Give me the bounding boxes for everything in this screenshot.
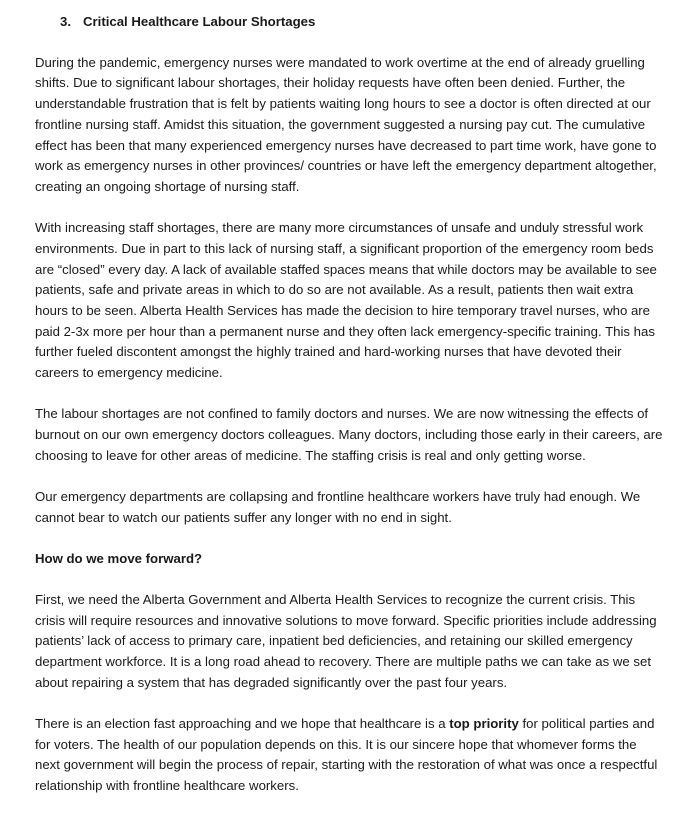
- paragraph-recognize-crisis: First, we need the Alberta Government and Alberta Health Services to recognize the current crisis. This crisis will require resources and innovative solutions to move forward. Specific priorities include addressing patients’ lack of access to primary care, inpatient bed deficiencies, and retaining our skilled emergency department workforce. It is a long road ahead to recovery. There are multiple paths we can take as we set about repairing a system that has degraded significantly over the past four years.: [35, 591, 657, 690]
- paragraph-staff-shortages: With increasing staff shortages, there are many more circumstances of unsafe and unduly stressful work environments. Due in part to this lack of nursing staff, a significant proportion of the emergency room beds are “closed” every day. A lack of available staffed spaces means that while doctors may be available to see patients, safe and private areas in which to do so are not available. As a result, patients then wait extra hours to be seen. Alberta Health Services has made the decision to hire temporary travel nurses, who are paid 2-3x more per hour than a permanent nurse and they often lack emergency-specific training. This has further fueled discontent amongst the highly trained and hard-working nurses that have devoted their careers to emergency medicine.: [35, 220, 657, 381]
- section-number: 3.: [60, 14, 71, 29]
- paragraph-nurses-overtime: During the pandemic, emergency nurses were mandated to work overtime at the end of already gruelling shifts. Due to significant labour shortages, their holiday requests have often been denied. Further, the understandable frustration that is felt by patients waiting long hours to see a doctor is often directed at our frontline nursing staff. Amidst this situation, the government suggested a nursing pay cut. The cumulative effect has been that many experienced emergency nurses have decreased to part time work, have gone to work as emergency nurses in other provinces/ countries or have left the emergency department altogether, creating an ongoing shortage of nursing staff.: [35, 54, 657, 194]
- election-text-start: There is an election fast approaching and we hope that healthcare is a: [35, 715, 450, 731]
- paragraph-election: [35, 714, 663, 797]
- election-text-end: for political parties and for voters. The health of our population depends on this. It is our sincere hope that whomever forms the next government will begin the process of repair, starting with the restoration of what was once a respectful relationship with frontline healthcare workers.: [35, 715, 658, 794]
- subheading-move-forward: How do we move forward?: [35, 550, 203, 566]
- paragraph-doctor-burnout: The labour shortages are not confined to family doctors and nurses. We are now witnessing the effects of burnout on our own emergency doctors colleagues. Many doctors, including those early in their careers, are choosing to leave for other areas of medicine. The staffing crisis is real and only getting worse.: [35, 406, 663, 463]
- top-priority-emphasis: top priority: [449, 715, 519, 731]
- section-heading: [35, 12, 663, 33]
- document-page: [35, 12, 663, 817]
- section-title: Critical Healthcare Labour Shortages: [83, 14, 316, 29]
- paragraph-departments-collapsing: Our emergency departments are collapsing and frontline healthcare workers have truly had enough. We cannot bear to watch our patients suffer any longer with no end in sight.: [35, 488, 641, 525]
